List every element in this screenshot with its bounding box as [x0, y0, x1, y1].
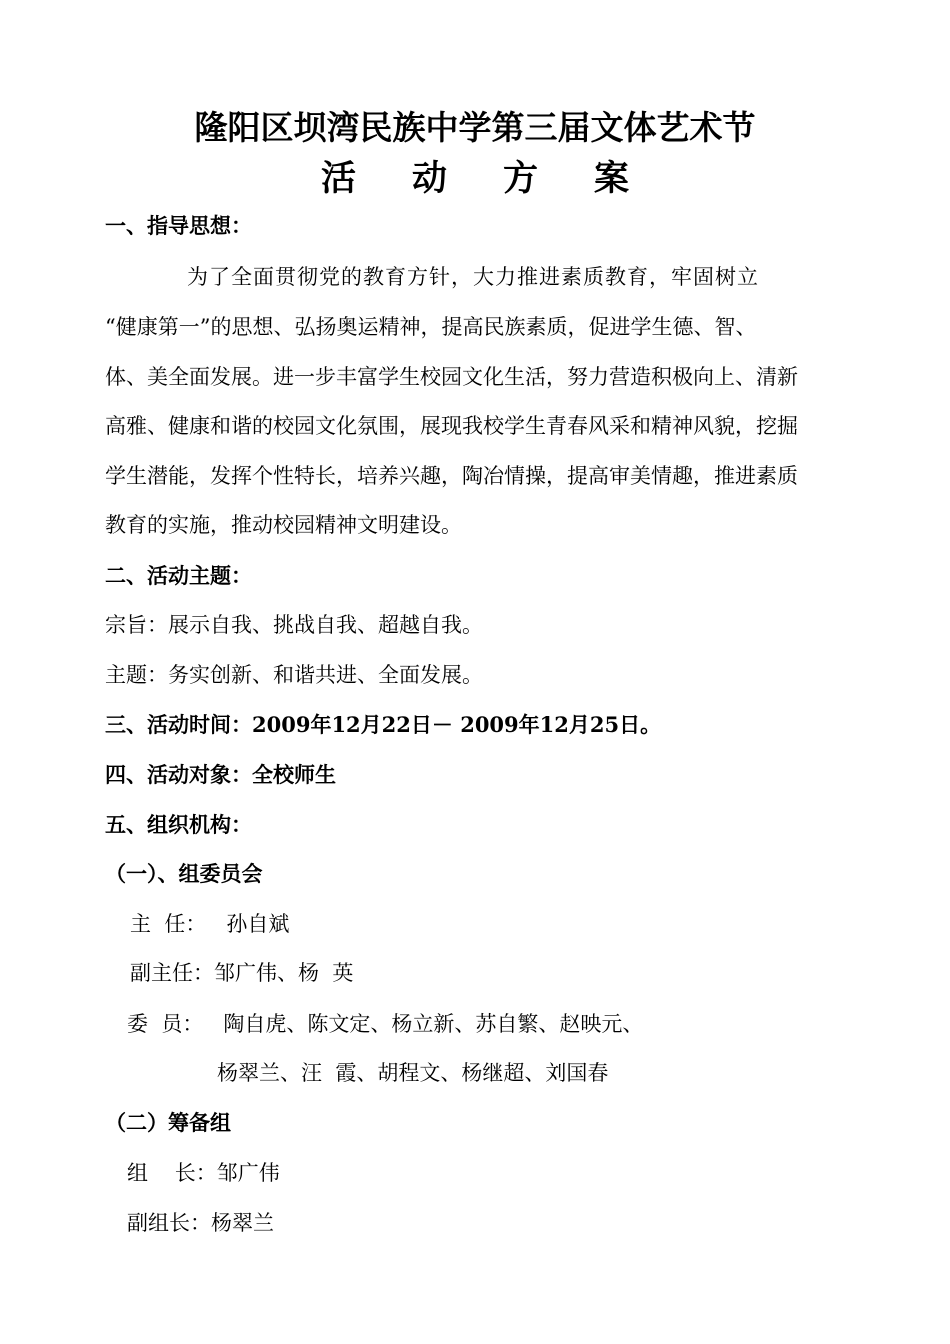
document-subtitle: [0, 158, 950, 200]
document-title: 隆阳区坝湾民族中学第三届文体艺术节: [194, 108, 756, 147]
subsection-heading-preparation: （二）筹备组: [105, 1110, 231, 1135]
paragraph-line: 高雅、健康和谐的校园文化氛围，展现我校学生青春风采和精神风貌，挖掘: [105, 414, 798, 438]
subtitle-char: 案: [594, 158, 630, 199]
purpose-line: 宗旨：展示自我、挑战自我、超越自我。: [105, 613, 483, 637]
paragraph-line: 为了全面贯彻党的教育方针，大力推进素质教育，牢固树立: [187, 265, 759, 289]
paragraph-line: “健康第一”的思想、弘扬奥运精神，提高民族素质，促进学生德、智、: [105, 315, 757, 339]
committee-members-continued: 杨翠兰、汪 霞、胡程文、杨继超、刘国春: [217, 1061, 609, 1085]
subtitle-char: 动: [411, 158, 447, 199]
section-heading-organization: 五、组织机构：: [105, 812, 252, 837]
paragraph-line: 学生潜能，发挥个性特长，培养兴趣，陶冶情操，提高审美情趣，推进素质: [105, 464, 798, 488]
preparation-deputy: 副组长：杨翠兰: [127, 1211, 274, 1235]
paragraph-line: 教育的实施，推动校园精神文明建设。: [105, 513, 462, 537]
section-heading-time: 三、活动时间：2009年12月22日－ 2009年12月25日。: [105, 712, 662, 737]
subtitle-char: 活: [320, 158, 356, 199]
section-heading-theme: 二、活动主题：: [105, 563, 252, 588]
theme-line: 主题：务实创新、和谐共进、全面发展。: [105, 663, 483, 687]
subtitle-char: 方: [503, 158, 539, 199]
section-heading-audience: 四、活动对象：全校师生: [105, 762, 336, 787]
section-heading-guiding-idea: 一、指导思想：: [105, 213, 252, 238]
subsection-heading-committee: （一）、组委员会: [105, 861, 263, 886]
paragraph-line: 体、美全面发展。进一步丰富学生校园文化生活，努力营造积极向上、清新: [105, 365, 798, 389]
committee-members: 委 员： 陶自虎、陈文定、杨立新、苏自繁、赵映元、: [127, 1012, 644, 1036]
committee-director: 主 任： 孙自斌: [130, 912, 290, 936]
committee-deputy: 副主任：邹广伟、杨 英: [130, 961, 354, 985]
preparation-leader: 组 长：邹广伟: [127, 1161, 280, 1185]
